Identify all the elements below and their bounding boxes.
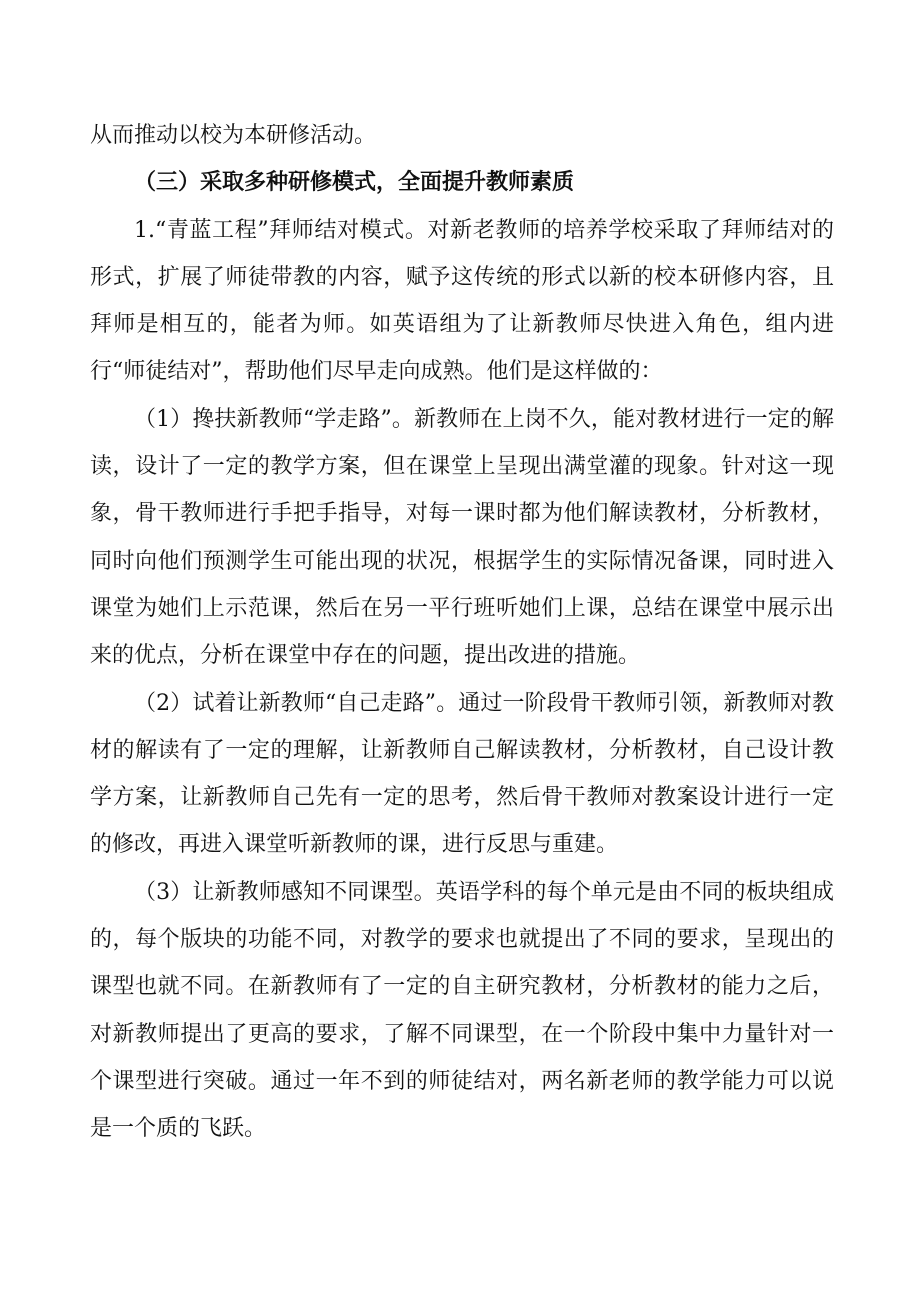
section-heading: （三）采取多种研修模式，全面提升教师素质	[134, 169, 575, 196]
paragraph-mentoring-model: 1.“青蓝工程”拜师结对模式。对新老教师的培养学校采取了拜师结对的形式，扩展了师徒带教的内容，赋予这传统的形式以新的校本研修内容，且拜师是相互的，能者为师。如英语组为了让新教师尽快进入角色，组内进行“师徒结对”，帮助他们尽早走向成熟。他们是这样做的：	[90, 217, 834, 385]
paragraph-step-2: （2）试着让新教师“自己走路”。通过一阶段骨干教师引领，新教师对教材的解读有了一定的理解，让新教师自己解读教材，分析教材，自己设计教学方案，让新教师自己先有一定的思考，然后骨干教师对教案设计进行一定的修改，再进入课堂听新教师的课，进行反思与重建。	[90, 690, 834, 858]
paragraph-continuation: 从而推动以校为本研修活动。	[90, 123, 377, 148]
paragraph-step-1: （1）搀扶新教师“学走路”。新教师在上岗不久，能对教材进行一定的解读，设计了一定的教学方案，但在课堂上呈现出满堂灌的现象。针对这一现象，骨干教师进行手把手指导，对每一课时都为他们解读教材，分析教材，同时向他们预测学生可能出现的状况，根据学生的实际情况备课，同时进入课堂为她们上示范课，然后在另一平行班听她们上课，总结在课堂中展示出来的优点，分析在课堂中存在的问题，提出改进的措施。	[90, 406, 834, 669]
paragraph-step-3: （3）让新教师感知不同课型。英语学科的每个单元是由不同的板块组成的，每个版块的功能不同，对教学的要求也就提出了不同的要求，呈现出的课型也就不同。在新教师有了一定的自主研究教材，分析教材的能力之后，对新教师提出了更高的要求，了解不同课型，在一个阶段中集中力量针对一个课型进行突破。通过一年不到的师徒结对，两名新老师的教学能力可以说是一个质的飞跃。	[90, 879, 834, 1142]
